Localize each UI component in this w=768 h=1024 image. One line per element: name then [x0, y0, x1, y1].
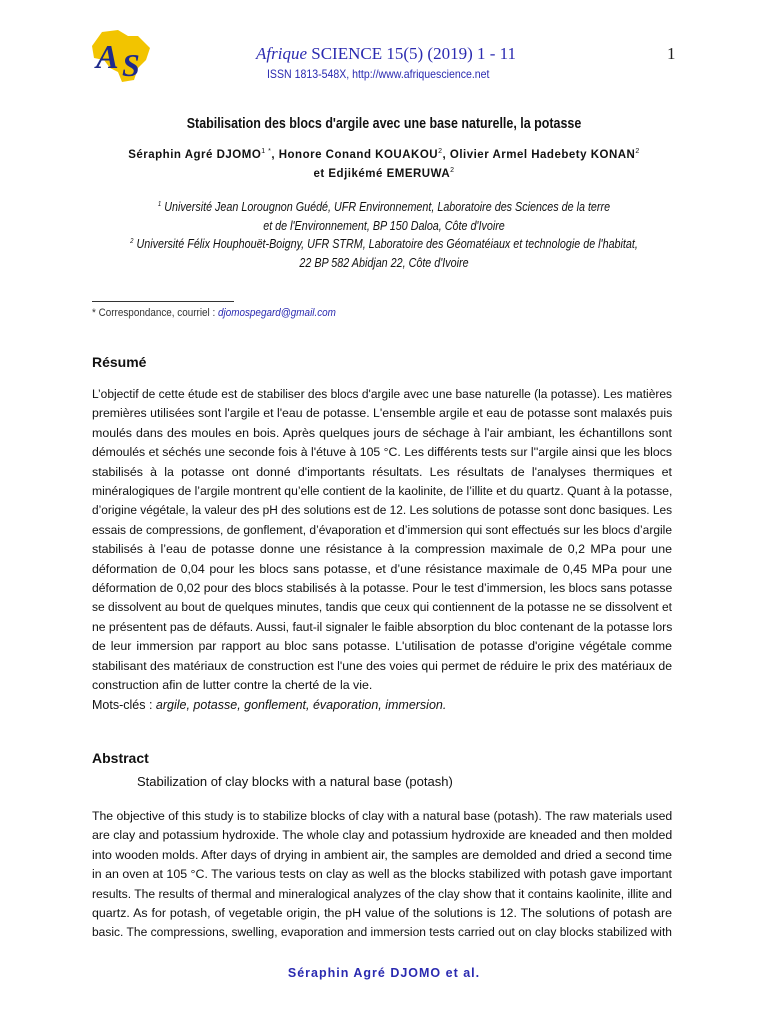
keywords: Mots-clés : argile, potasse, gonflement, évaporation, immersion.	[92, 698, 447, 712]
correspondence-note: * Correspondance, courriel : djomospegard@gmail.com	[92, 307, 336, 319]
resume-body	[92, 385, 672, 696]
affiliation-2-line-1: $^2$ Université Félix Houphouët-Boigny, UFR STRM, Laboratoire des Géomatéiaux et technologie de l'habitat,	[130, 237, 638, 251]
paragraph-line: quartz. As for potash, of vegetable origin, the pH value of the solutions is 12. The solutions of potash are	[92, 906, 672, 921]
paragraph-line: stabilisés à la potasse ont donné d'importants résultats. Les résultats de l'analyses thermiques et	[92, 464, 672, 479]
paragraph-line: moulés dans des moules en bois. Après quelques jours de séchage à l'air ambiant, les échantillons sont	[92, 425, 672, 440]
paragraph-line: stabilisés à l’eau de potasse donne une résistance à la compression maximale de 0,2 MPa pour une	[92, 542, 672, 557]
issn-website-line[interactable]: ISSN 1813-548X, http://www.afriquescience.net	[267, 67, 490, 81]
paragraph-line: ne présentent pas de défauts. Aussi, faut-il signaler le faible absorption du bloc contenant de la potasse lors	[92, 619, 673, 634]
paragraph-line: in an oven at 105 °C. The various tests on clay as well as the blocks stabilized with potash gave important	[92, 867, 672, 882]
paragraph-line: déformation de 0,02 pour des blocs stabilisés à la potasse. Pour le test d’immersion, les blocs sans potasse	[92, 581, 673, 596]
paragraph-line: into wooden molds. After days of drying in ambient air, the samples are demolded and dried a second time	[92, 847, 673, 862]
paragraph-line: déformation de 0,04 pour les blocs sans potasse, et d’une résistance maximale de 0,45 MPa pour une	[92, 561, 672, 576]
journal-logo	[88, 28, 154, 84]
page-footer-authors: Séraphin Agré DJOMO et al.	[287, 966, 481, 980]
abstract-body	[92, 807, 672, 943]
paragraph-line: d’origine végétale, la valeur des pH des solutions est de 12. Les solutions de potasse sont donc basiques. Les	[92, 503, 673, 518]
paragraph-line: démoulés et séchés une seconde fois à l'étuve à 105 °C. Les différents tests sur l''argile ainsi que les blocs	[92, 445, 672, 460]
paragraph-line: se dissolvent au bout de quelques minutes, tandis que ceux qui contiennent de la potasse ne se dissolvent et	[92, 600, 672, 615]
page-number: 1	[667, 44, 676, 63]
paragraph-line: premières utilisées sont l'argile et l'eau de potasse. L'ensemble argile et eau de potasse sont malaxés puis	[92, 406, 673, 421]
paragraph-line: minéralogiques de l’argile montrent qu’elle contient de la kaolinite, de l’illite et du quartz. Quant à la potasse,	[92, 484, 673, 499]
footnote-rule	[92, 301, 234, 302]
paragraph-line: de leur immersion par rapport au bloc sans potasse. L'utilisation de potasse d'origine végétale comme	[92, 639, 672, 654]
authors-line-2: et Edjikémé EMERUWA$^2$	[313, 167, 455, 180]
correspondence-email[interactable]: djomospegard@gmail.com	[218, 307, 336, 319]
authors-line-1: Séraphin Agré $DJOMO^{1 *}$, Honore Conand KOUAKOU$^2$, Olivier Armel Hadebety KONAN$^2$	[128, 148, 640, 161]
abstract-subtitle: Stabilization of clay blocks with a natural base (potash)	[137, 774, 453, 789]
paragraph-line: basic. The compressions, swelling, evaporation and immersion tests carried out on clay blocks stabilized with	[92, 925, 672, 940]
paragraph-line: essais de compressions, de gonflement, d’évaporation et d’immersion qui sont effectués sur les blocs d’argile	[92, 522, 672, 537]
paragraph-line: construction afin de lutter contre la cherté de la vie.	[92, 678, 373, 693]
affiliation-2-line-2: 22 BP 582 Abidjan 22, Côte d'Ivoire	[299, 256, 469, 270]
resume-heading: Résumé	[92, 354, 147, 370]
paragraph-line: results. The results of thermal and mineralogical analyzes of the clay show that it contains kaolinite, illite and	[92, 886, 672, 901]
affiliation-1-line-1: $^1$ Université Jean Lorougnon Guédé, UFR Environnement, Laboratoire des Sciences de la terre	[157, 200, 611, 214]
paragraph-line: are clay and potassium hydroxide. The whole clay and potassium hydroxide are kneaded and then molded	[92, 828, 673, 843]
paper-title: Stabilisation des blocs d'argile avec une base naturelle, la potasse	[186, 116, 582, 132]
journal-citation: Afrique SCIENCE 15(5) (2019) 1 - 11	[256, 44, 517, 63]
svg-text:S: S	[122, 47, 140, 83]
affiliation-1-line-2: et de l'Environnement, BP 150 Daloa, Côte d'Ivoire	[263, 219, 505, 233]
abstract-heading: Abstract	[92, 750, 149, 766]
paragraph-line: stabilisant des matériaux de construction est l'une des voies qui permet de réduire le prix des matériaux de	[92, 658, 673, 673]
paragraph-line: The objective of this study is to stabilize blocks of clay with a natural base (potash). The raw materials used	[92, 809, 673, 823]
paragraph-line: L’objectif de cette étude est de stabiliser des blocs d'argile avec une base naturelle (la potasse). Les matières	[92, 387, 672, 401]
svg-text:A: A	[96, 39, 119, 76]
